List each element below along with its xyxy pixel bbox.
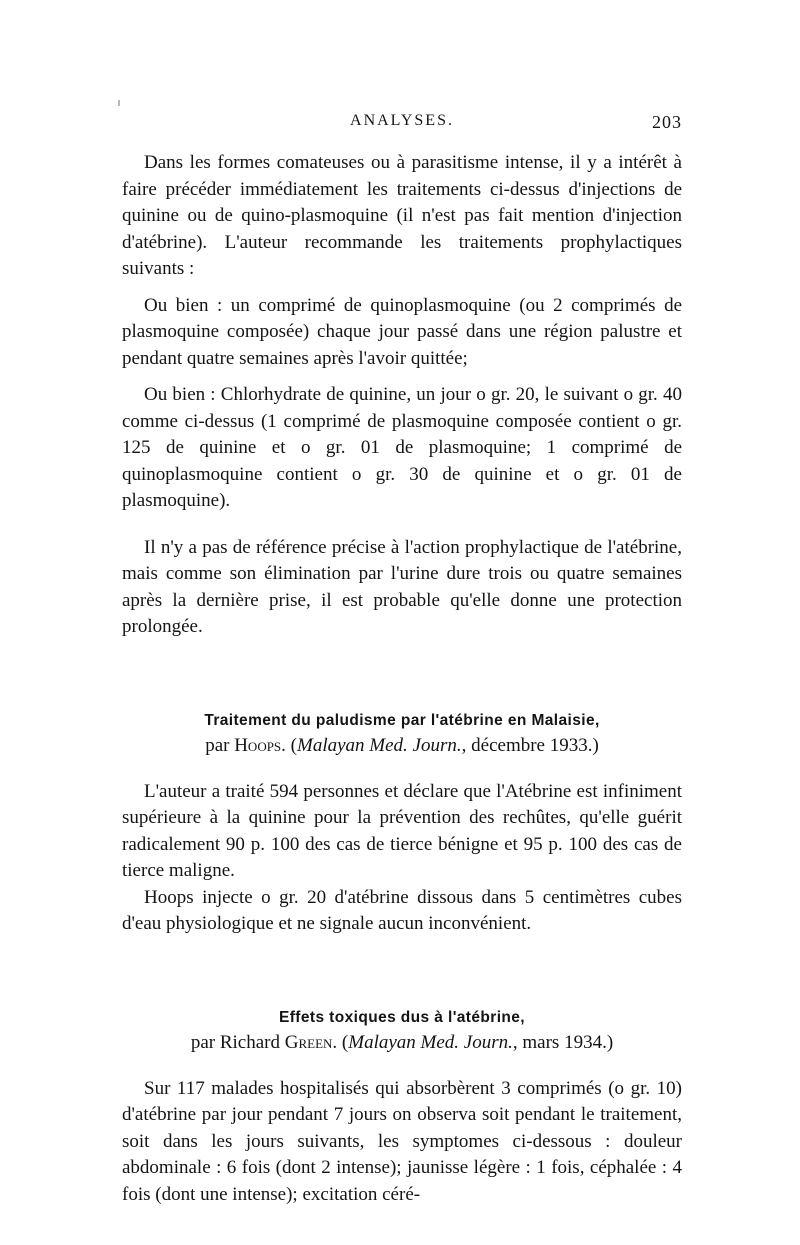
- journal-name: Malayan Med. Journ.: [348, 1031, 513, 1053]
- author-name: Green: [284, 1031, 333, 1053]
- byline-prefix: par: [205, 734, 235, 756]
- byline-mid: . (: [281, 734, 297, 756]
- author-name: Hoops: [234, 734, 282, 756]
- running-header: [122, 112, 682, 142]
- journal-name: Malayan Med. Journ.: [297, 734, 462, 756]
- section-green: [122, 1006, 682, 1209]
- document-page: [122, 112, 682, 1208]
- paragraph: Il n'y a pas de référence précise à l'action prophylactique de l'atébrine, mais comme son élimination par l'urine dure trois ou quatre semaines après la dernière prise, il est probable qu'elle donne une protection prolongée.: [122, 536, 682, 637]
- running-title: ANALYSES.: [350, 112, 454, 129]
- byline-mid: . (: [332, 1031, 349, 1053]
- paragraph: Sur 117 malades hospitalisés qui absorbèrent 3 comprimés (o gr. 10) d'atébrine par jour pendant 7 jours on observa soit pendant le traitement, soit dans les jours suivants, les symptomes ci-dessous : douleur abdominale : 6 fois (dont 2 intense); jaunisse légère : 1 fois, céphalée : 4 fois (dont une intense); excitation céré-: [122, 1077, 682, 1205]
- intro-text: [122, 150, 682, 641]
- paragraph: Ou bien : Chlorhydrate de quinine, un jour o gr. 20, le suivant o gr. 40 comme ci-dessus (1 comprimé de plasmoquine composée contient o gr. 125 de quinine et o gr. 01 de plasmoquine; 1 comprimé de quinoplasmoquine contient o gr. 30 de quinine et o gr. 01 de plasmoquine).: [122, 384, 682, 511]
- page-number: 203: [652, 112, 682, 132]
- section-hoops: [122, 709, 682, 938]
- margin-mark: [118, 100, 120, 106]
- byline: [122, 733, 682, 759]
- byline-suffix: , mars 1934.): [512, 1031, 614, 1053]
- paragraph: Dans les formes comateuses ou à parasitisme intense, il y a intérêt à faire précéder immédiatement les traitements ci-dessus d'injections de quinine ou de quino-plasmoquine (il n'est pas fait mention d'injection d'atébrine). L'auteur recommande les traitements prophylactiques suivants :: [122, 152, 682, 279]
- section-title: Traitement du paludisme par l'atébrine en Malaisie,: [204, 711, 600, 729]
- byline-suffix: , décembre 1933.): [461, 734, 599, 756]
- section-title: Effets toxiques dus à l'atébrine,: [279, 1008, 525, 1026]
- paragraph: Hoops injecte o gr. 20 d'atébrine dissous dans 5 centimètres cubes d'eau physiologique et ne signale aucun inconvénient.: [122, 886, 682, 934]
- paragraph: L'auteur a traité 594 personnes et déclare que l'Atébrine est infiniment supérieure à la quinine pour la prévention des rechûtes, qu'elle guérit radicalement 90 p. 100 des cas de tierce bénigne et 95 p. 100 des cas de tierce maligne.: [122, 780, 682, 881]
- paragraph: Ou bien : un comprimé de quinoplasmoquine (ou 2 comprimés de plasmoquine composée) chaque jour passé dans une région palustre et pendant quatre semaines après l'avoir quittée;: [122, 294, 682, 369]
- byline: [122, 1030, 682, 1056]
- byline-prefix: par Richard: [190, 1031, 285, 1053]
